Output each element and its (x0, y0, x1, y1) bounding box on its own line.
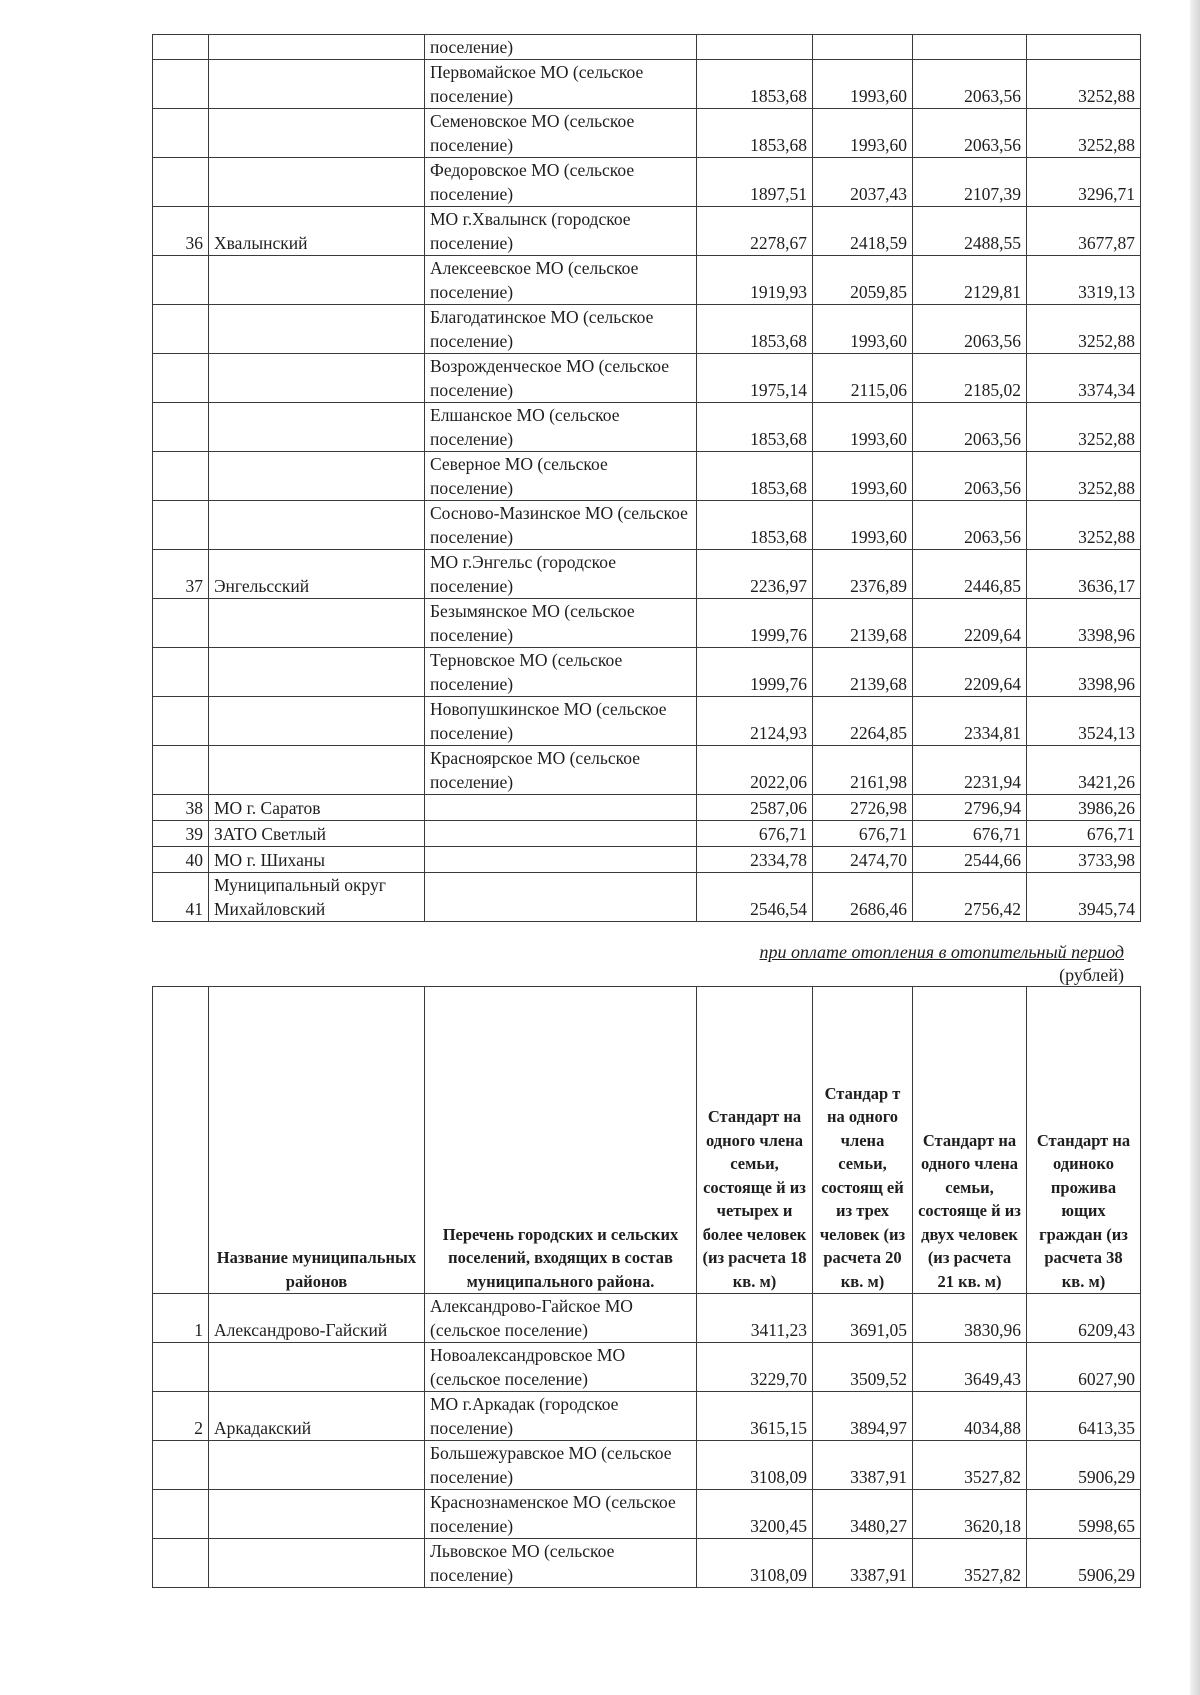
value-two: 2796,94 (913, 795, 1027, 821)
value-single: 3421,26 (1027, 746, 1141, 795)
district-name: ЗАТО Светлый (209, 821, 425, 847)
row-number (153, 354, 209, 403)
value-single: 3733,98 (1027, 847, 1141, 873)
district-name: Аркадакский (209, 1392, 425, 1441)
value-three: 2139,68 (813, 599, 913, 648)
settlement-name: Возрожденческое МО (сельское поселение) (425, 354, 697, 403)
housing-cost-table-continued (152, 34, 1141, 922)
district-name: Александрово-Гайский (209, 1294, 425, 1343)
value-two: 2129,81 (913, 256, 1027, 305)
row-number (153, 256, 209, 305)
value-four-plus: 3108,09 (697, 1539, 813, 1588)
value-two: 2209,64 (913, 599, 1027, 648)
value-single: 6209,43 (1027, 1294, 1141, 1343)
value-single: 3252,88 (1027, 305, 1141, 354)
settlement-name: Львовское МО (сельское поселение) (425, 1539, 697, 1588)
value-four-plus: 2334,78 (697, 847, 813, 873)
value-two: 2756,42 (913, 873, 1027, 922)
settlement-name: Безымянское МО (сельское поселение) (425, 599, 697, 648)
settlement-name: Терновское МО (сельское поселение) (425, 648, 697, 697)
header-settlements: Перечень городских и сельских поселений, входящих в состав муниципального района. (425, 987, 697, 1294)
value-four-plus: 1853,68 (697, 305, 813, 354)
value-four-plus: 1897,51 (697, 158, 813, 207)
value-four-plus: 1853,68 (697, 60, 813, 109)
settlement-name: Елшанское МО (сельское поселение) (425, 403, 697, 452)
value-single (1027, 35, 1141, 60)
table-row (153, 1392, 1141, 1441)
value-two: 2231,94 (913, 746, 1027, 795)
row-number (153, 746, 209, 795)
value-three (813, 35, 913, 60)
header-standard-four-plus: Стандарт на одного члена семьи, состояще й из четырех и более человек (из расчета 18 кв. м) (697, 987, 813, 1294)
value-two: 2063,56 (913, 403, 1027, 452)
row-number (153, 109, 209, 158)
value-single: 5906,29 (1027, 1539, 1141, 1588)
district-name: МО г. Шиханы (209, 847, 425, 873)
value-two: 2209,64 (913, 648, 1027, 697)
value-two: 2107,39 (913, 158, 1027, 207)
value-four-plus: 2022,06 (697, 746, 813, 795)
row-number (153, 1441, 209, 1490)
row-number: 39 (153, 821, 209, 847)
value-two: 3527,82 (913, 1539, 1027, 1588)
housing-cost-table-heating (152, 986, 1141, 1588)
value-single: 5998,65 (1027, 1490, 1141, 1539)
value-three: 1993,60 (813, 305, 913, 354)
settlement-name: Красноярское МО (сельское поселение) (425, 746, 697, 795)
district-name (209, 60, 425, 109)
header-standard-two: Стандарт на одного члена семьи, состояще й из двух человек (из расчета 21 кв. м) (913, 987, 1027, 1294)
settlement-name (425, 847, 697, 873)
header-standard-three: Стандар т на одного члена семьи, состоящ ей из трех человек (из расчета 20 кв. м) (813, 987, 913, 1294)
row-number (153, 305, 209, 354)
value-single: 3296,71 (1027, 158, 1141, 207)
value-three: 2139,68 (813, 648, 913, 697)
value-four-plus: 2587,06 (697, 795, 813, 821)
value-four-plus: 3411,23 (697, 1294, 813, 1343)
district-name (209, 1343, 425, 1392)
table-row (153, 1343, 1141, 1392)
table-row (153, 847, 1141, 873)
value-three: 1993,60 (813, 501, 913, 550)
table-row (153, 1441, 1141, 1490)
value-single: 3945,74 (1027, 873, 1141, 922)
value-single: 3398,96 (1027, 648, 1141, 697)
value-three: 2059,85 (813, 256, 913, 305)
district-name (209, 1539, 425, 1588)
row-number: 1 (153, 1294, 209, 1343)
header-standard-single: Стандарт на одиноко прожива ющих граждан (из расчета 38 кв. м) (1027, 987, 1141, 1294)
settlement-name (425, 795, 697, 821)
district-name (209, 648, 425, 697)
value-four-plus: 1853,68 (697, 109, 813, 158)
settlement-name: Новоалександровское МО (сельское поселение) (425, 1343, 697, 1392)
row-number (153, 697, 209, 746)
value-single: 3252,88 (1027, 60, 1141, 109)
district-name (209, 109, 425, 158)
row-number: 41 (153, 873, 209, 922)
value-three: 2037,43 (813, 158, 913, 207)
value-single: 3252,88 (1027, 403, 1141, 452)
value-four-plus: 2546,54 (697, 873, 813, 922)
value-single: 676,71 (1027, 821, 1141, 847)
value-four-plus: 3615,15 (697, 1392, 813, 1441)
value-four-plus: 1853,68 (697, 501, 813, 550)
district-name: МО г. Саратов (209, 795, 425, 821)
value-four-plus: 2124,93 (697, 697, 813, 746)
table-row (153, 821, 1141, 847)
value-single: 3374,34 (1027, 354, 1141, 403)
value-two: 4034,88 (913, 1392, 1027, 1441)
district-name (209, 599, 425, 648)
value-three: 2161,98 (813, 746, 913, 795)
table-row (153, 746, 1141, 795)
row-number (153, 1490, 209, 1539)
value-single: 6413,35 (1027, 1392, 1141, 1441)
district-name (209, 452, 425, 501)
district-name (209, 354, 425, 403)
row-number: 2 (153, 1392, 209, 1441)
value-two: 3649,43 (913, 1343, 1027, 1392)
settlement-name: МО г.Хвалынск (городское поселение) (425, 207, 697, 256)
value-four-plus: 1919,93 (697, 256, 813, 305)
settlement-name (425, 873, 697, 922)
value-three: 3894,97 (813, 1392, 913, 1441)
table-row (153, 354, 1141, 403)
settlement-name: Александрово-Гайское МО (сельское поселение) (425, 1294, 697, 1343)
row-number: 37 (153, 550, 209, 599)
table-body (153, 35, 1141, 922)
value-two: 3527,82 (913, 1441, 1027, 1490)
value-three: 3691,05 (813, 1294, 913, 1343)
table-row (153, 648, 1141, 697)
row-number (153, 599, 209, 648)
value-single: 3398,96 (1027, 599, 1141, 648)
table-row (153, 1490, 1141, 1539)
settlement-name: МО г.Энгельс (городское поселение) (425, 550, 697, 599)
value-two: 2063,56 (913, 452, 1027, 501)
heating-period-note: при оплате отопления в отопительный период (759, 942, 1124, 962)
settlement-name (425, 821, 697, 847)
settlement-name: Алексеевское МО (сельское поселение) (425, 256, 697, 305)
value-two: 2446,85 (913, 550, 1027, 599)
district-name (209, 158, 425, 207)
value-single: 5906,29 (1027, 1441, 1141, 1490)
value-four-plus: 2236,97 (697, 550, 813, 599)
value-two: 3830,96 (913, 1294, 1027, 1343)
value-three: 1993,60 (813, 452, 913, 501)
value-two: 2063,56 (913, 501, 1027, 550)
value-four-plus: 676,71 (697, 821, 813, 847)
value-four-plus: 1975,14 (697, 354, 813, 403)
row-number (153, 452, 209, 501)
value-two: 2488,55 (913, 207, 1027, 256)
value-four-plus: 1853,68 (697, 403, 813, 452)
settlement-name: Большежуравское МО (сельское поселение) (425, 1441, 697, 1490)
table-row (153, 109, 1141, 158)
value-single: 3252,88 (1027, 452, 1141, 501)
table-row (153, 501, 1141, 550)
row-number (153, 60, 209, 109)
settlement-name: МО г.Аркадак (городское поселение) (425, 1392, 697, 1441)
value-single: 3524,13 (1027, 697, 1141, 746)
value-three: 1993,60 (813, 403, 913, 452)
value-three: 2376,89 (813, 550, 913, 599)
value-four-plus: 1999,76 (697, 599, 813, 648)
value-two: 2185,02 (913, 354, 1027, 403)
value-three: 3387,91 (813, 1539, 913, 1588)
units-note: (рублей) (1059, 965, 1124, 985)
table-row (153, 873, 1141, 922)
value-four-plus: 2278,67 (697, 207, 813, 256)
settlement-name: Сосново-Мазинское МО (сельское поселение) (425, 501, 697, 550)
table-row (153, 207, 1141, 256)
row-number (153, 501, 209, 550)
row-number (153, 648, 209, 697)
district-name (209, 1441, 425, 1490)
value-two: 676,71 (913, 821, 1027, 847)
value-single: 3319,13 (1027, 256, 1141, 305)
table-row (153, 1539, 1141, 1588)
value-two: 2063,56 (913, 305, 1027, 354)
value-three: 1993,60 (813, 109, 913, 158)
value-four-plus: 3108,09 (697, 1441, 813, 1490)
settlement-name: поселение) (425, 35, 697, 60)
value-three: 2474,70 (813, 847, 913, 873)
row-number: 36 (153, 207, 209, 256)
district-name (209, 403, 425, 452)
settlement-name: Новопушкинское МО (сельское поселение) (425, 697, 697, 746)
value-four-plus (697, 35, 813, 60)
row-number (153, 1539, 209, 1588)
settlement-name: Краснознаменское МО (сельское поселение) (425, 1490, 697, 1539)
table-row (153, 697, 1141, 746)
value-two: 2334,81 (913, 697, 1027, 746)
district-name (209, 697, 425, 746)
row-number (153, 1343, 209, 1392)
value-three: 2418,59 (813, 207, 913, 256)
value-two: 2544,66 (913, 847, 1027, 873)
value-single: 3252,88 (1027, 109, 1141, 158)
value-three: 2686,46 (813, 873, 913, 922)
value-single: 3677,87 (1027, 207, 1141, 256)
table-body (153, 1294, 1141, 1588)
value-four-plus: 1999,76 (697, 648, 813, 697)
value-three: 2726,98 (813, 795, 913, 821)
table-header-row (153, 987, 1141, 1294)
settlement-name: Семеновское МО (сельское поселение) (425, 109, 697, 158)
district-name (209, 35, 425, 60)
district-name (209, 305, 425, 354)
table-row (153, 35, 1141, 60)
row-number (153, 403, 209, 452)
value-single: 3986,26 (1027, 795, 1141, 821)
header-number (153, 987, 209, 1294)
table-row (153, 60, 1141, 109)
district-name (209, 746, 425, 795)
district-name (209, 501, 425, 550)
settlement-name: Северное МО (сельское поселение) (425, 452, 697, 501)
table-row (153, 795, 1141, 821)
value-two: 3620,18 (913, 1490, 1027, 1539)
value-two: 2063,56 (913, 109, 1027, 158)
value-three: 3480,27 (813, 1490, 913, 1539)
value-four-plus: 3200,45 (697, 1490, 813, 1539)
row-number: 40 (153, 847, 209, 873)
value-two: 2063,56 (913, 60, 1027, 109)
table-row (153, 403, 1141, 452)
value-three: 3509,52 (813, 1343, 913, 1392)
value-two (913, 35, 1027, 60)
settlement-name: Федоровское МО (сельское поселение) (425, 158, 697, 207)
table-row (153, 550, 1141, 599)
value-three: 1993,60 (813, 60, 913, 109)
table-row (153, 158, 1141, 207)
value-three: 2115,06 (813, 354, 913, 403)
table-row (153, 1294, 1141, 1343)
row-number (153, 158, 209, 207)
district-name: Муниципальный округ Михайловский (209, 873, 425, 922)
value-three: 676,71 (813, 821, 913, 847)
value-four-plus: 1853,68 (697, 452, 813, 501)
row-number (153, 35, 209, 60)
district-name: Энгельсский (209, 550, 425, 599)
value-three: 2264,85 (813, 697, 913, 746)
district-name (209, 1490, 425, 1539)
settlement-name: Благодатинское МО (сельское поселение) (425, 305, 697, 354)
district-name: Хвалынский (209, 207, 425, 256)
page-edge-shadow (1190, 0, 1200, 1695)
value-four-plus: 3229,70 (697, 1343, 813, 1392)
table-row (153, 452, 1141, 501)
value-single: 3252,88 (1027, 501, 1141, 550)
table-row (153, 305, 1141, 354)
value-three: 3387,91 (813, 1441, 913, 1490)
table-row (153, 599, 1141, 648)
table-row (153, 256, 1141, 305)
value-single: 6027,90 (1027, 1343, 1141, 1392)
row-number: 38 (153, 795, 209, 821)
settlement-name: Первомайское МО (сельское поселение) (425, 60, 697, 109)
header-district: Название муниципальных районов (209, 987, 425, 1294)
district-name (209, 256, 425, 305)
value-single: 3636,17 (1027, 550, 1141, 599)
